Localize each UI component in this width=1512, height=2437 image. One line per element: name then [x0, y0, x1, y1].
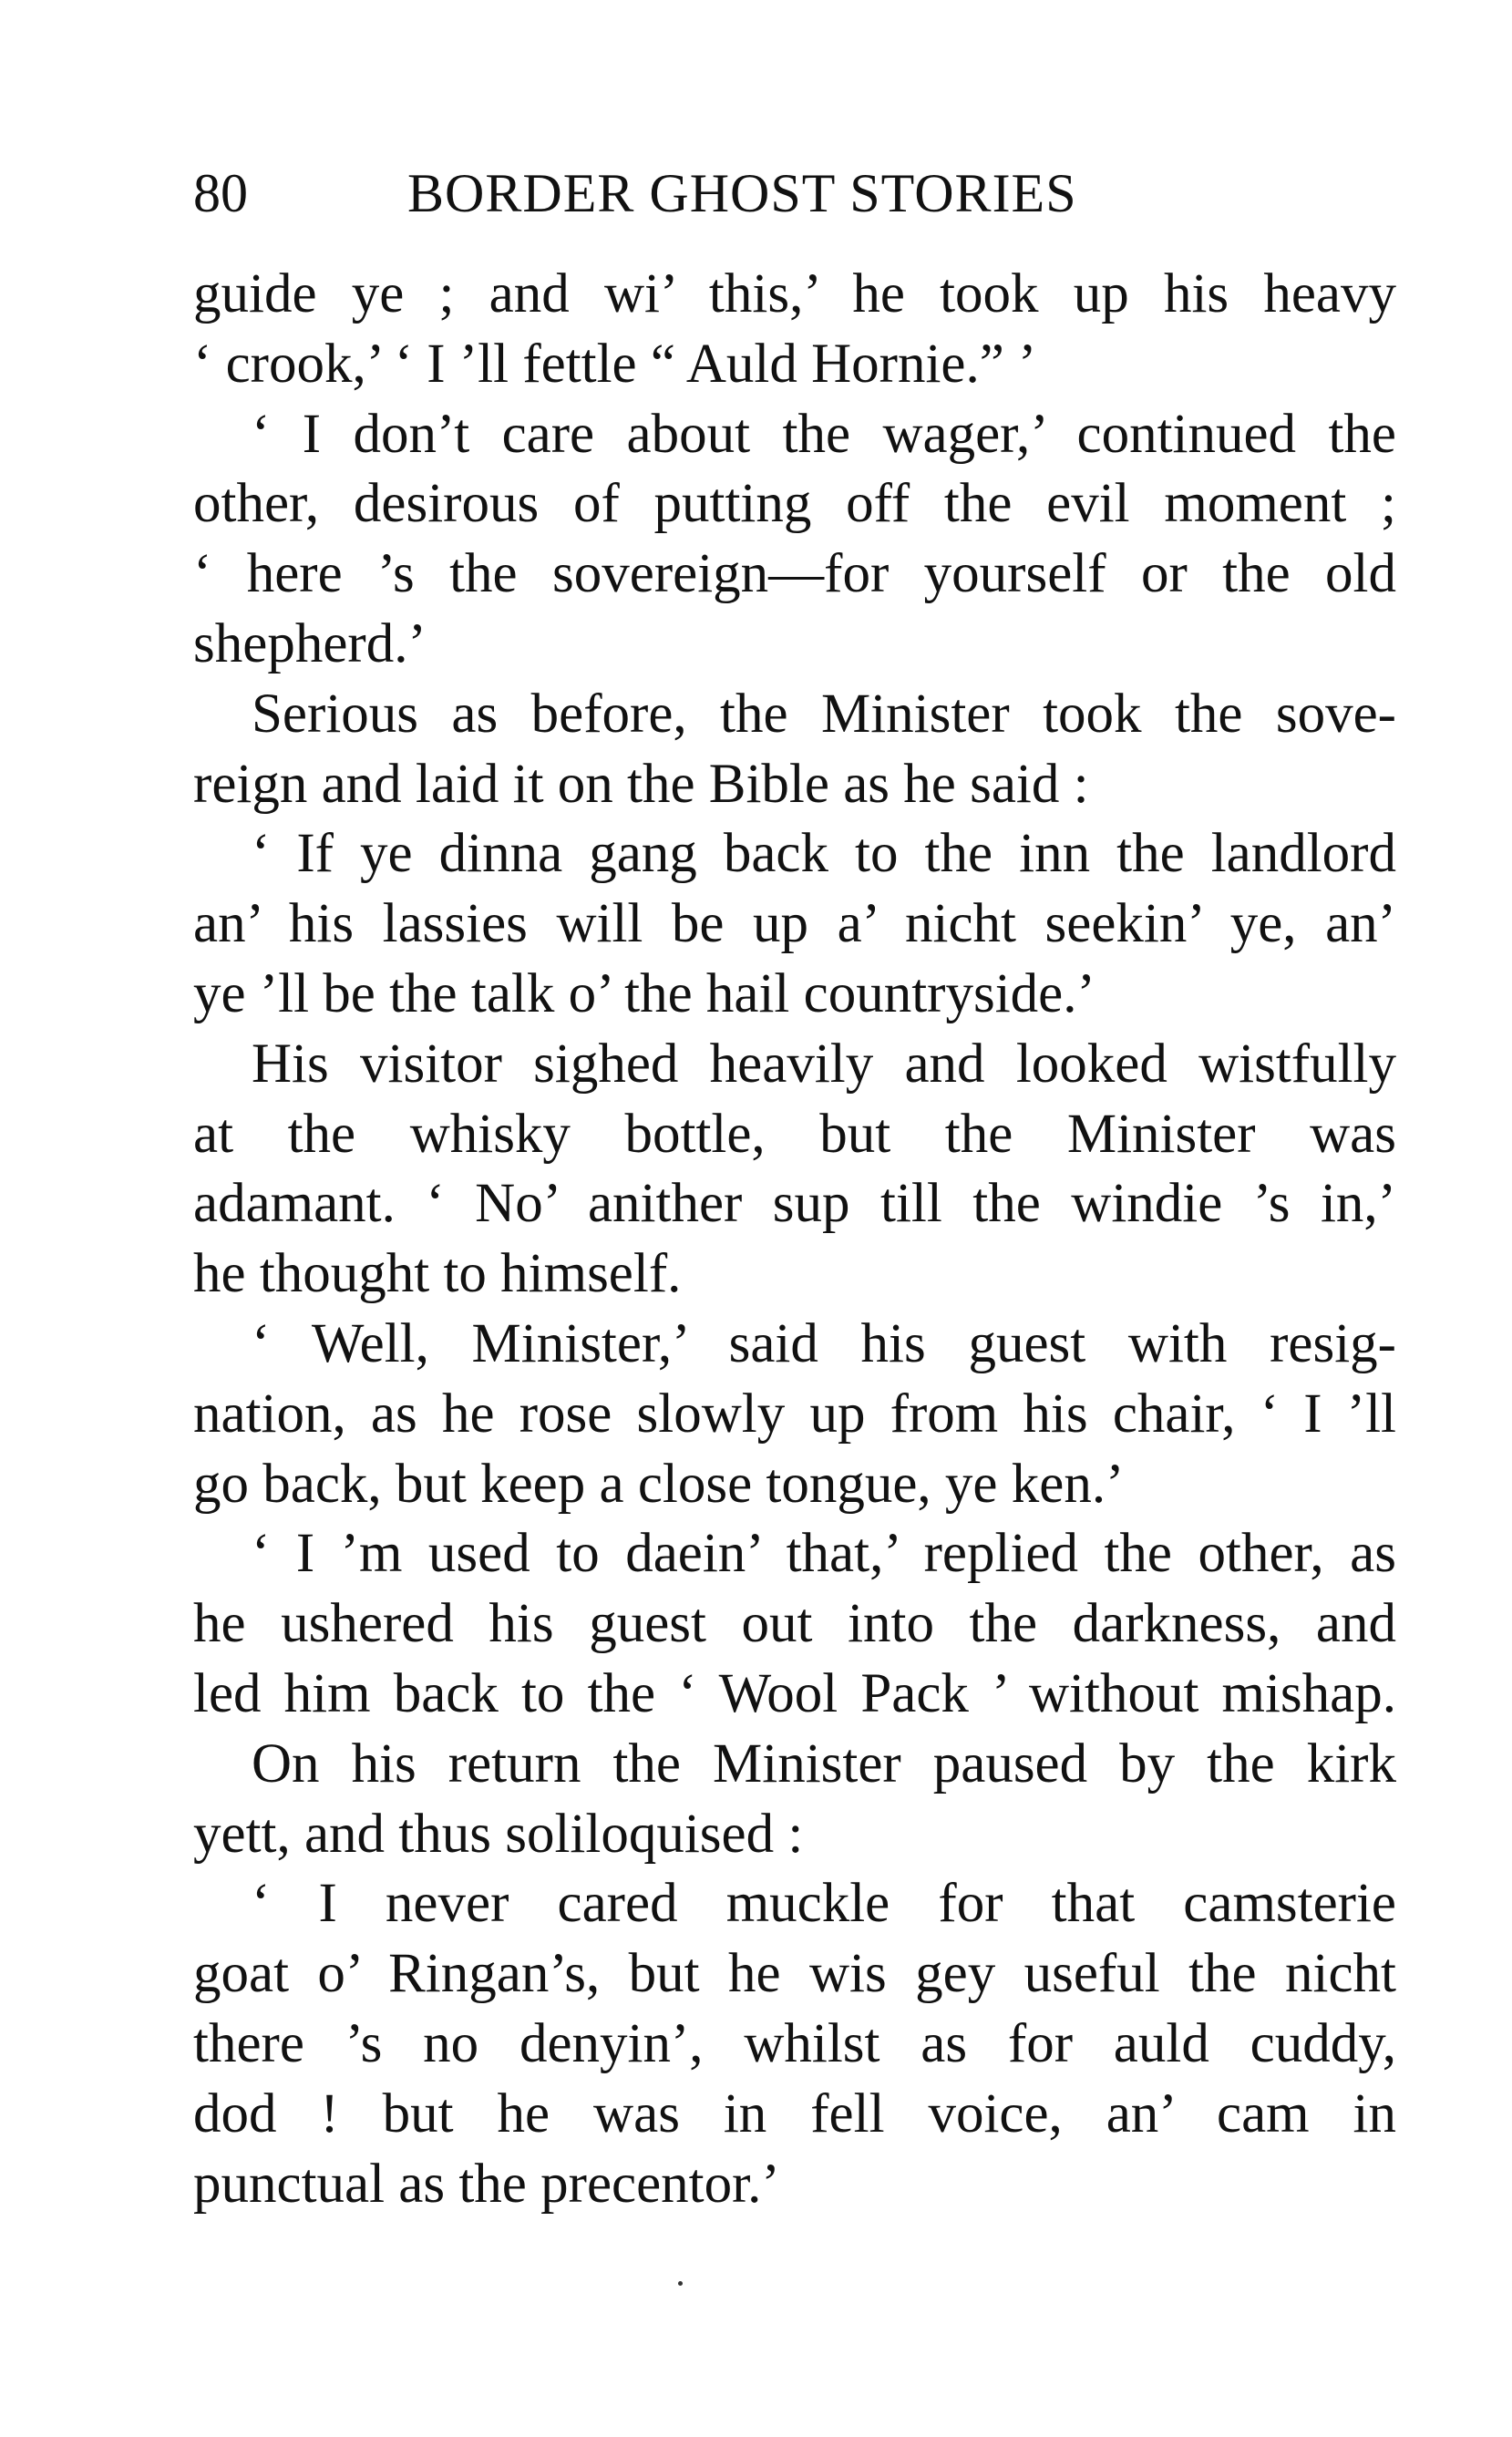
- text-line: ‘ here ’s the sovereign—for yourself or the old: [193, 543, 1396, 605]
- text-line: adamant. ‘ No’ anither sup till the windie ’s in,’: [193, 1173, 1396, 1235]
- text-line: there ’s no denyin’, whilst as for auld cuddy,: [193, 2012, 1396, 2074]
- text-line: punctual as the precentor.’: [193, 2153, 780, 2215]
- text-line: led him back to the ‘ Wool Pack ’ without mishap.: [193, 1662, 1396, 1724]
- text-line: guide ye ; and wi’ this,’ he took up his heavy: [193, 263, 1396, 324]
- text-line: ‘ Well, Minister,’ said his guest with resig-: [252, 1312, 1396, 1374]
- text-line: go back, but keep a close tongue, ye ken.’: [193, 1453, 1125, 1515]
- text-line: Serious as before, the Minister took the sove-: [252, 683, 1396, 745]
- text-line: other, desirous of putting off the evil moment ;: [193, 473, 1396, 535]
- text-line: ‘ crook,’ ‘ I ’ll fettle “ Auld Hornie.” ’: [193, 333, 1037, 395]
- text-line: goat o’ Ringan’s, but he wis gey useful the nicht: [193, 1943, 1396, 2005]
- text-line: On his return the Minister paused by the kirk: [252, 1733, 1396, 1794]
- text-line: he thought to himself.: [193, 1243, 682, 1305]
- text-line: yett, and thus soliloquised :: [193, 1803, 804, 1865]
- text-line: ‘ I don’t care about the wager,’ continued the: [252, 403, 1396, 465]
- text-line: His visitor sighed heavily and looked wistfully: [252, 1033, 1396, 1095]
- text-line: ‘ I never cared muckle for that camsterie: [252, 1873, 1396, 1935]
- text-line: reign and laid it on the Bible as he said :: [193, 753, 1089, 815]
- page-number: 80: [193, 163, 248, 223]
- page-header: [193, 157, 1214, 230]
- body-text: [193, 260, 1396, 2219]
- running-title: BORDER GHOST STORIES: [407, 163, 1077, 223]
- text-line: ye ’ll be the talk o’ the hail countryside.’: [193, 962, 1095, 1024]
- text-line: he ushered his guest out into the darkness, and: [193, 1593, 1396, 1655]
- text-line: ‘ I ’m used to daein’ that,’ replied the other, as: [252, 1523, 1396, 1585]
- text-line: nation, as he rose slowly up from his chair, ‘ I ’ll: [193, 1383, 1396, 1445]
- text-line: shepherd.’: [193, 612, 427, 674]
- stray-ink-mark: [678, 2281, 683, 2286]
- text-line: dod ! but he was in fell voice, an’ cam in: [193, 2082, 1396, 2144]
- text-line: an’ his lassies will be up a’ nicht seekin’ ye, an’: [193, 893, 1396, 955]
- text-line: at the whisky bottle, but the Minister was: [193, 1103, 1396, 1165]
- text-line: ‘ If ye dinna gang back to the inn the landlord: [252, 823, 1396, 885]
